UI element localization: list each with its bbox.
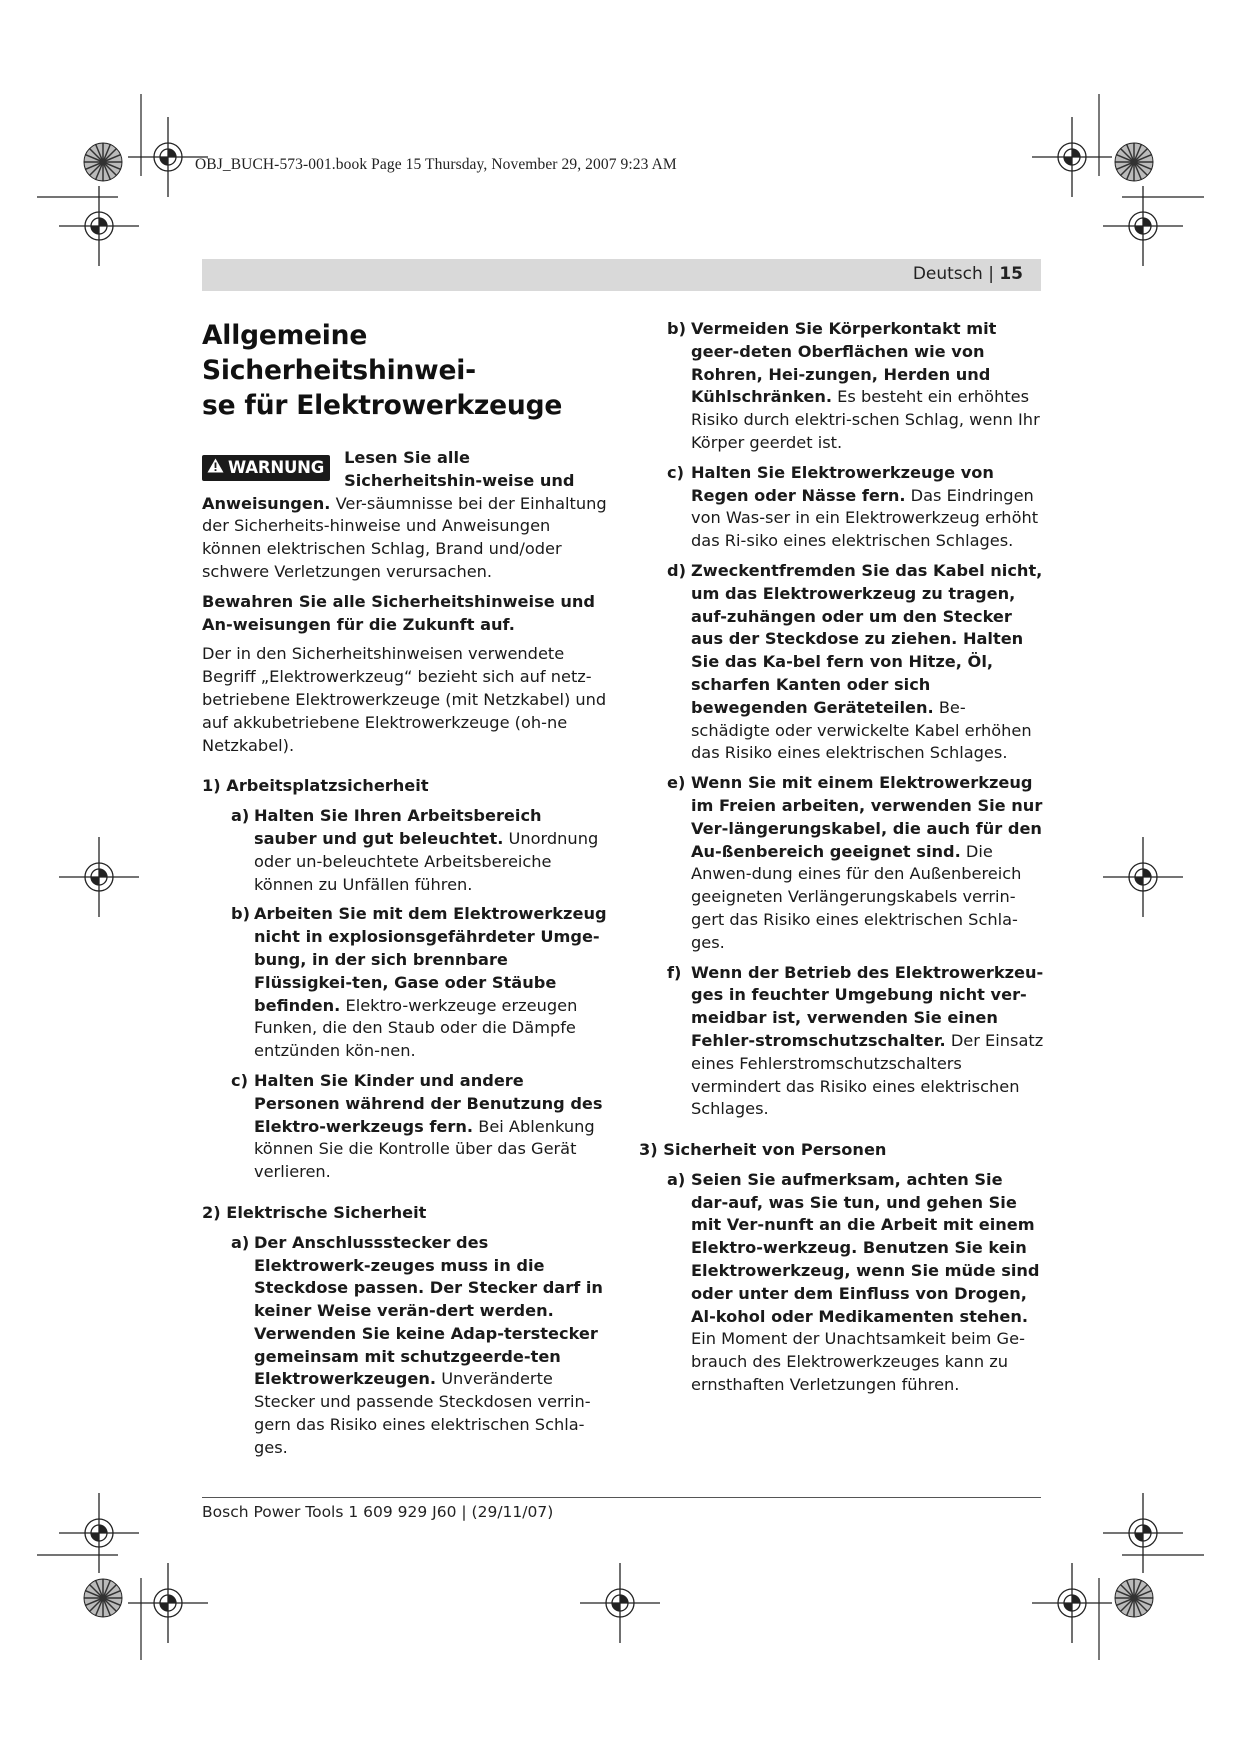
page-title: Allgemeine Sicherheitshinwei- se für Elektrowerkzeuge (202, 320, 563, 421)
list-item: f) Wenn der Betrieb des Elektrowerkzeu-ges in feuchter Umgebung nicht ver-meidbar ist, verwenden Sie einen Fehler-stromschutzschalter. Der Einsatz eines Fehlerstromschutzschalters vermindert das Risiko eines elektrischen Schlages. (667, 962, 1044, 1119)
list-item: b) Arbeiten Sie mit dem Elektrowerkzeug nicht in explosionsgefährdeter Umge-bung, in der sich brennbare Flüssigkei-ten, Gase oder Stäube befinden. Elektro-werkzeuge erzeugen Funken, die den Staub oder die Dämpfe entzünden kön-nen. (231, 904, 607, 1061)
list-item: b) Vermeiden Sie Körperkontakt mit geer-deten Oberflächen wie von Rohren, Hei-zungen, Herden und Kühlschränken. Es besteht ein erhöhtes Risiko durch elektri-schen Schlag, wenn Ihr Körper geerdet ist. (667, 319, 1040, 452)
section-title-personal-safety: 3) Sicherheit von Personen (639, 1140, 887, 1160)
keep-instructions-note: Bewahren Sie alle Sicherheitshinweise und An-weisungen für die Zukunft auf. (202, 591, 595, 634)
header-page-number: 15 (999, 264, 1023, 284)
footer-divider (202, 1497, 1041, 1498)
section-title-electrical: 2) Elektrische Sicherheit (202, 1202, 427, 1222)
list-item: a) Der Anschlussstecker des Elektrowerk-zeuges muss in die Steckdose passen. Der Stecker darf in keiner Weise verän-dert werden. Verwenden Sie keine Adap-terstecker gemeinsam mit schutzgeerde-ten Elektrowerkzeugen. Unveränderte Stecker und passende Steckdosen verrin-gern das Risiko eines elektrischen Schla-ges. (231, 1232, 603, 1457)
left-column (202, 318, 607, 1467)
right-column (639, 318, 1044, 1404)
list-item: a) Halten Sie Ihren Arbeitsbereich sauber und gut beleuchtet. Unordnung oder un-beleuchtete Arbeitsbereiche können zu Unfällen führen. (231, 806, 599, 894)
list-item: d) Zweckentfremden Sie das Kabel nicht, um das Elektrowerkzeug zu tragen, auf-zuhängen oder um den Stecker aus der Steckdose zu ziehen. Halten Sie das Ka-bel fern von Hitze, Öl, scharfen Kanten oder sich bewegenden Geräteteilen. Be-schädigte oder verwickelte Kabel erhöhen das Risiko eines elektrischen Schlages. (667, 560, 1043, 763)
list-item: c) Halten Sie Elektrowerkzeuge von Regen oder Nässe fern. Das Eindringen von Was-ser in ein Elektrowerkzeug erhöht das Ri-siko eines elektrischen Schlages. (667, 462, 1039, 551)
page-header-text (913, 264, 1023, 284)
warning-triangle-icon (207, 455, 224, 481)
list-item: a) Seien Sie aufmerksam, achten Sie dar-auf, was Sie tun, und gehen Sie mit Ver-nunft an die Arbeit mit einem Elektro-werkzeug. Benutzen Sie kein Elektrowerkzeug, wenn Sie müde sind oder unter dem Einfluss von Drogen, Al-kohol oder Medikamenten stehen. Ein Moment der Unachtsamkeit beim Ge-brauch des Elektrowerkzeuges kann zu ernsthaften Verletzungen führen. (667, 1169, 1040, 1395)
page-footer: Bosch Power Tools 1 609 929 J60 | (29/11/07) (202, 1503, 554, 1521)
warning-badge: WARNUNG (202, 455, 330, 481)
book-info-line: OBJ_BUCH-573-001.book Page 15 Thursday, November 29, 2007 9:23 AM (195, 156, 677, 173)
warning-paragraph: WARNUNG Lesen Sie alle Sicherheitshin-weise und Anweisungen. Ver-säumnisse bei der Einhaltung der Sicherheits-hinweise und Anweisungen können elektrischen Schlag, Brand und/oder schwere Verletzungen verursachen. (202, 448, 607, 581)
term-definition: Der in den Sicherheitshinweisen verwendete Begriff „Elektrowerkzeug“ bezieht sich auf netz-betriebene Elektrowerkzeuge (mit Netzkabel) und auf akkubetriebene Elektrowerkzeuge (oh-ne Netzkabel). (202, 644, 607, 755)
header-language: Deutsch (912, 264, 983, 284)
section-title-workplace: 1) Arbeitsplatzsicherheit (202, 776, 429, 796)
page-header-bar (202, 259, 1041, 291)
header-separator: | (988, 264, 994, 284)
list-item: e) Wenn Sie mit einem Elektrowerkzeug im Freien arbeiten, verwenden Sie nur Ver-längerungskabel, die auch für den Au-ßenbereich geeignet sind. Die Anwen-dung eines für den Außenbereich geeigneten Verlängerungskabels verrin-gert das Risiko eines elektrischen Schla-ges. (667, 773, 1043, 952)
list-item: c) Halten Sie Kinder und andere Personen während der Benutzung des Elektro-werkzeugs fern. Bei Ablenkung können Sie die Kontrolle über das Gerät verlieren. (231, 1070, 603, 1182)
